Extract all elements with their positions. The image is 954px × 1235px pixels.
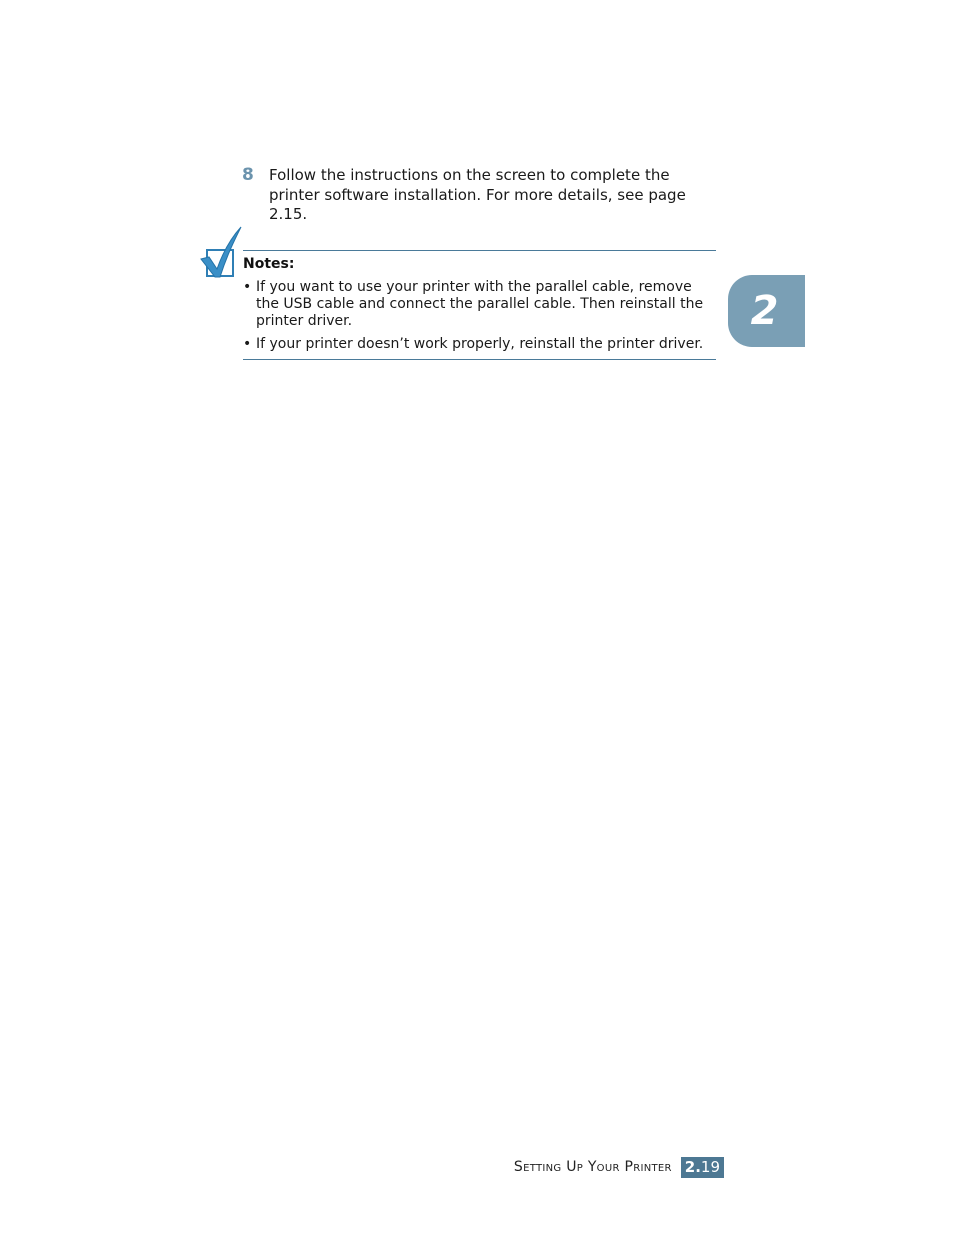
note-bullet: • (243, 336, 252, 352)
note-bullet: • (243, 279, 252, 295)
note-item (243, 336, 716, 353)
note-item (243, 279, 716, 330)
chapter-tab-number: 2 (750, 288, 779, 334)
notes-title: Notes: (243, 256, 295, 272)
page-footer (514, 1156, 724, 1178)
step-text: Follow the instructions on the screen to complete the printer software installation. For more details, see page 2.15. (269, 166, 686, 223)
note-text: If your printer doesn’t work properly, reinstall the printer driver. (256, 336, 704, 352)
page-number: 19 (700, 1158, 720, 1176)
note-text: If you want to use your printer with the parallel cable, remove the USB cable and connect the parallel cable. Then reinstall the printer driver. (256, 279, 704, 329)
checkmark-box-icon (199, 226, 243, 280)
page-chapter: 2. (684, 1158, 701, 1176)
footer-section-title: Setting Up Your Printer (513, 1159, 672, 1175)
chapter-tab (728, 275, 805, 347)
page-number-badge (681, 1157, 724, 1178)
step-number: 8 (242, 165, 254, 185)
notes-box (243, 250, 716, 360)
